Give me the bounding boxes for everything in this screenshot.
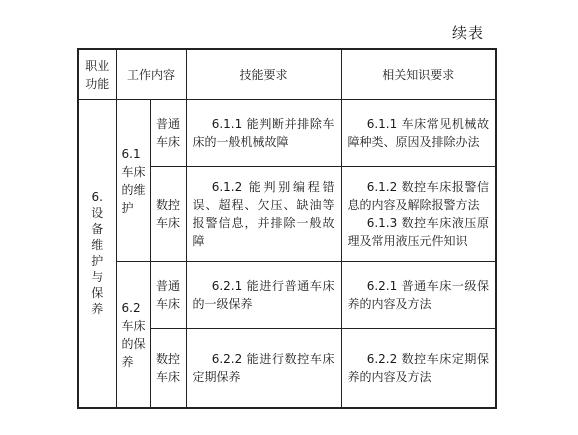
header-function: 职业功能 (78, 49, 116, 100)
type-cell: 普通车床 (150, 262, 186, 329)
knowledge-cell (341, 167, 496, 262)
header-skill: 技能要求 (186, 49, 341, 100)
type-cell: 数控车床 (150, 167, 186, 262)
table-header-row (78, 49, 496, 100)
knowledge-cell: 6.2.1 普通车床一级保养的内容及方法 (341, 262, 496, 329)
knowledge-cell: 6.2.2 数控车床定期保养的内容及方法 (341, 329, 496, 409)
skill-requirements-table (77, 48, 497, 409)
header-content: 工作内容 (116, 49, 186, 100)
table-row (78, 100, 496, 167)
header-knowledge: 相关知识要求 (341, 49, 496, 100)
knowledge-cell: 6.1.1 车床常见机械故障种类、原因及排除办法 (341, 100, 496, 167)
content-cell: 6.2 车床的保养 (116, 262, 150, 409)
skill-cell: 6.2.1 能进行普通车床的一级保养 (186, 262, 341, 329)
function-cell (78, 100, 116, 409)
continued-label: 续表 (452, 24, 485, 42)
content-cell: 6.1 车床的维护 (116, 100, 150, 262)
knowledge-item: 6.1.2 数控车床报警信息的内容及解除报警方法 (347, 180, 489, 212)
skill-cell: 6.2.2 能进行数控车床定期保养 (186, 329, 341, 409)
skill-cell: 6.1.2 能判别编程错误、超程、欠压、缺油等报警信息，并排除一般故障 (186, 167, 341, 262)
table-row (78, 262, 496, 329)
knowledge-item: 6.1.3 数控车床液压原理及常用液压元件知识 (347, 216, 489, 248)
type-cell: 普通车床 (150, 100, 186, 167)
function-name: 6. 设备维护与保养 (91, 190, 104, 316)
type-cell: 数控车床 (150, 329, 186, 409)
skill-cell: 6.1.1 能判断并排除车床的一般机械故障 (186, 100, 341, 167)
